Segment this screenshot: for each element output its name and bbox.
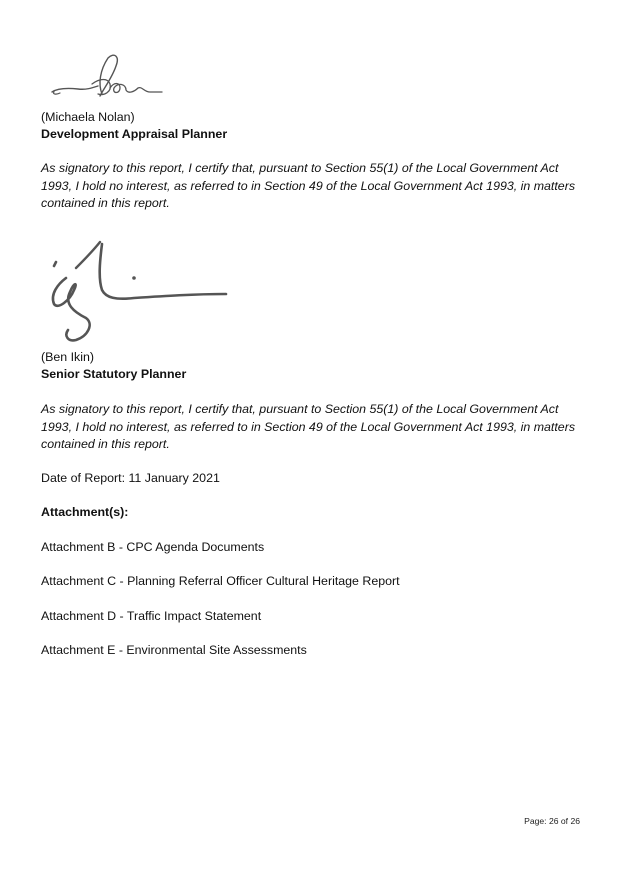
certification-line: contained in this report. bbox=[41, 196, 170, 210]
page-number: Page: 26 of 26 bbox=[524, 816, 580, 826]
certification-line: As signatory to this report, I certify that, pursuant to Section 55(1) of the Local Government Act bbox=[41, 161, 559, 175]
signatory-1-name: (Michaela Nolan) bbox=[41, 110, 135, 124]
certification-line: As signatory to this report, I certify that, pursuant to Section 55(1) of the Local Government Act bbox=[41, 402, 559, 416]
certification-line: contained in this report. bbox=[41, 437, 170, 451]
attachment-item: Attachment C - Planning Referral Officer Cultural Heritage Report bbox=[41, 574, 400, 588]
signatory-1-title: Development Appraisal Planner bbox=[41, 127, 228, 141]
signature-ben-ikin bbox=[44, 238, 234, 346]
signature-michaela-nolan bbox=[48, 48, 168, 104]
signatory-2-certification bbox=[41, 401, 586, 454]
signatory-2-name: (Ben Ikin) bbox=[41, 350, 95, 364]
signatory-1-certification bbox=[41, 160, 586, 213]
signatory-2-title: Senior Statutory Planner bbox=[41, 367, 187, 381]
attachment-item: Attachment B - CPC Agenda Documents bbox=[41, 540, 265, 554]
report-date: Date of Report: 11 January 2021 bbox=[41, 471, 220, 485]
certification-line: 1993, I hold no interest, as referred to in Section 49 of the Local Government Act 1993, in matters bbox=[41, 178, 576, 193]
attachments-heading: Attachment(s): bbox=[41, 505, 129, 519]
certification-line: 1993, I hold no interest, as referred to in Section 49 of the Local Government Act 1993, in matters bbox=[41, 419, 576, 434]
attachment-item: Attachment E - Environmental Site Assessments bbox=[41, 643, 307, 657]
attachment-item: Attachment D - Traffic Impact Statement bbox=[41, 609, 262, 623]
